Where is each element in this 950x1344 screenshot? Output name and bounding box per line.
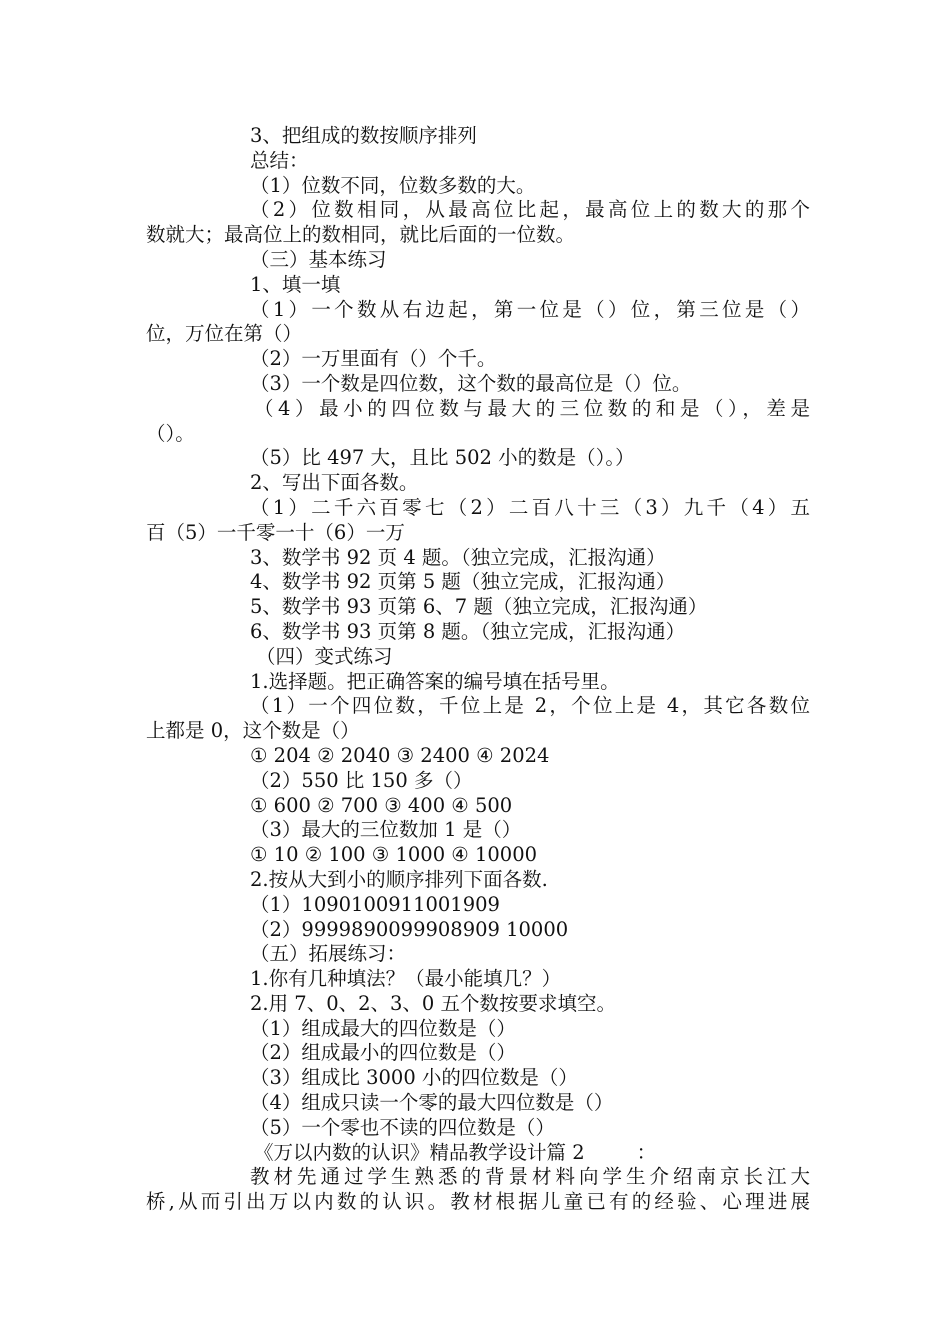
text-line: （）。 — [146, 421, 195, 445]
text-line: （5）一个零也不读的四位数是（） — [250, 1115, 555, 1139]
text-line: （2）组成最小的四位数是（） — [250, 1041, 516, 1065]
text-line: 5、数学书 93 页第 6、7 题（独立完成，汇报沟通） — [250, 595, 708, 619]
document-body — [146, 124, 810, 1215]
text-line: （2）9999890099908909 10000 — [250, 917, 569, 941]
text-line: （2）一万里面有（）个千。 — [250, 347, 497, 371]
text-line: 4、数学书 92 页第 5 题（独立完成，汇报沟通） — [250, 570, 676, 594]
text-line: （1）组成最大的四位数是（） — [250, 1016, 516, 1040]
text-line: 1.你有几种填法？（最小能填几？） — [250, 967, 562, 991]
article-title — [146, 1141, 810, 1166]
text-line: （1）一个数从右边起，第一位是（）位，第三位是（） — [250, 297, 810, 321]
text-line: 2.用 7、0、2、3、0 五个数按要求填空。 — [250, 991, 617, 1015]
text-line: （3）一个数是四位数，这个数的最高位是（）位。 — [250, 371, 692, 395]
answer-options: ① 10 ② 100 ③ 1000 ④ 10000 — [250, 843, 538, 867]
answer-options: ① 600 ② 700 ③ 400 ④ 500 — [250, 793, 513, 817]
text-line: 数就大；最高位上的数相同，就比后面的一位数。 — [146, 223, 576, 247]
text-line: 2.按从大到小的顺序排列下面各数. — [250, 867, 548, 891]
text-line: （2）550 比 150 多（） — [250, 768, 473, 792]
text-line: 6、数学书 93 页第 8 题。（独立完成，汇报沟通） — [250, 619, 686, 643]
text-line: （1）二千六百零七（2）二百八十三（3）九千（4）五 — [250, 495, 810, 519]
text-line: （2）位数相同，从最高位比起，最高位上的数大的那个 — [250, 198, 810, 222]
article-title-text: 《万以内数的认识》精品教学设计篇 2 — [254, 1140, 585, 1164]
section-heading: （四）变式练习 — [256, 644, 393, 668]
article-title-colon: ： — [636, 1140, 657, 1164]
text-line: （1）位数不同，位数多数的大。 — [250, 173, 536, 197]
section-heading: （五）拓展练习： — [250, 942, 407, 966]
text-line: 位，万位在第（） — [146, 322, 303, 346]
text-line: 教材先通过学生熟悉的背景材料向学生介绍南京长江大 — [250, 1165, 810, 1189]
section-heading: （三）基本练习 — [250, 247, 387, 271]
text-line: 总结： — [250, 148, 309, 172]
text-line: 上都是 0，这个数是（） — [146, 719, 360, 743]
text-line: 百（5）一千零一十（6）一万 — [146, 520, 405, 544]
text-line: 1、填一填 — [250, 272, 341, 296]
text-line: （1）一个四位数，千位上是 2，个位上是 4，其它各数位 — [250, 694, 810, 718]
text-line: （1）1090100911001909 — [250, 892, 500, 916]
text-line: （3）组成比 3000 小的四位数是（） — [250, 1066, 578, 1090]
text-line: 2、写出下面各数。 — [250, 471, 419, 495]
text-line: （5）比 497 大，且比 502 小的数是（）。） — [250, 446, 635, 470]
text-line: （4）组成只读一个零的最大四位数是（） — [250, 1091, 614, 1115]
text-line: 1.选择题。把正确答案的编号填在括号里。 — [250, 669, 620, 693]
text-line: 3、数学书 92 页 4 题。（独立完成，汇报沟通） — [250, 545, 666, 569]
text-line: （4）最小的四位数与最大的三位数的和是（），差是 — [254, 396, 810, 420]
text-line: 桥,从而引出万以内数的认识。教材根据儿童已有的经验、心理进展 — [146, 1190, 810, 1214]
answer-options: ① 204 ② 2040 ③ 2400 ④ 2024 — [250, 743, 550, 767]
text-line: 3、把组成的数按顺序排列 — [250, 124, 477, 147]
text-line: （3）最大的三位数加 1 是（） — [250, 818, 522, 842]
